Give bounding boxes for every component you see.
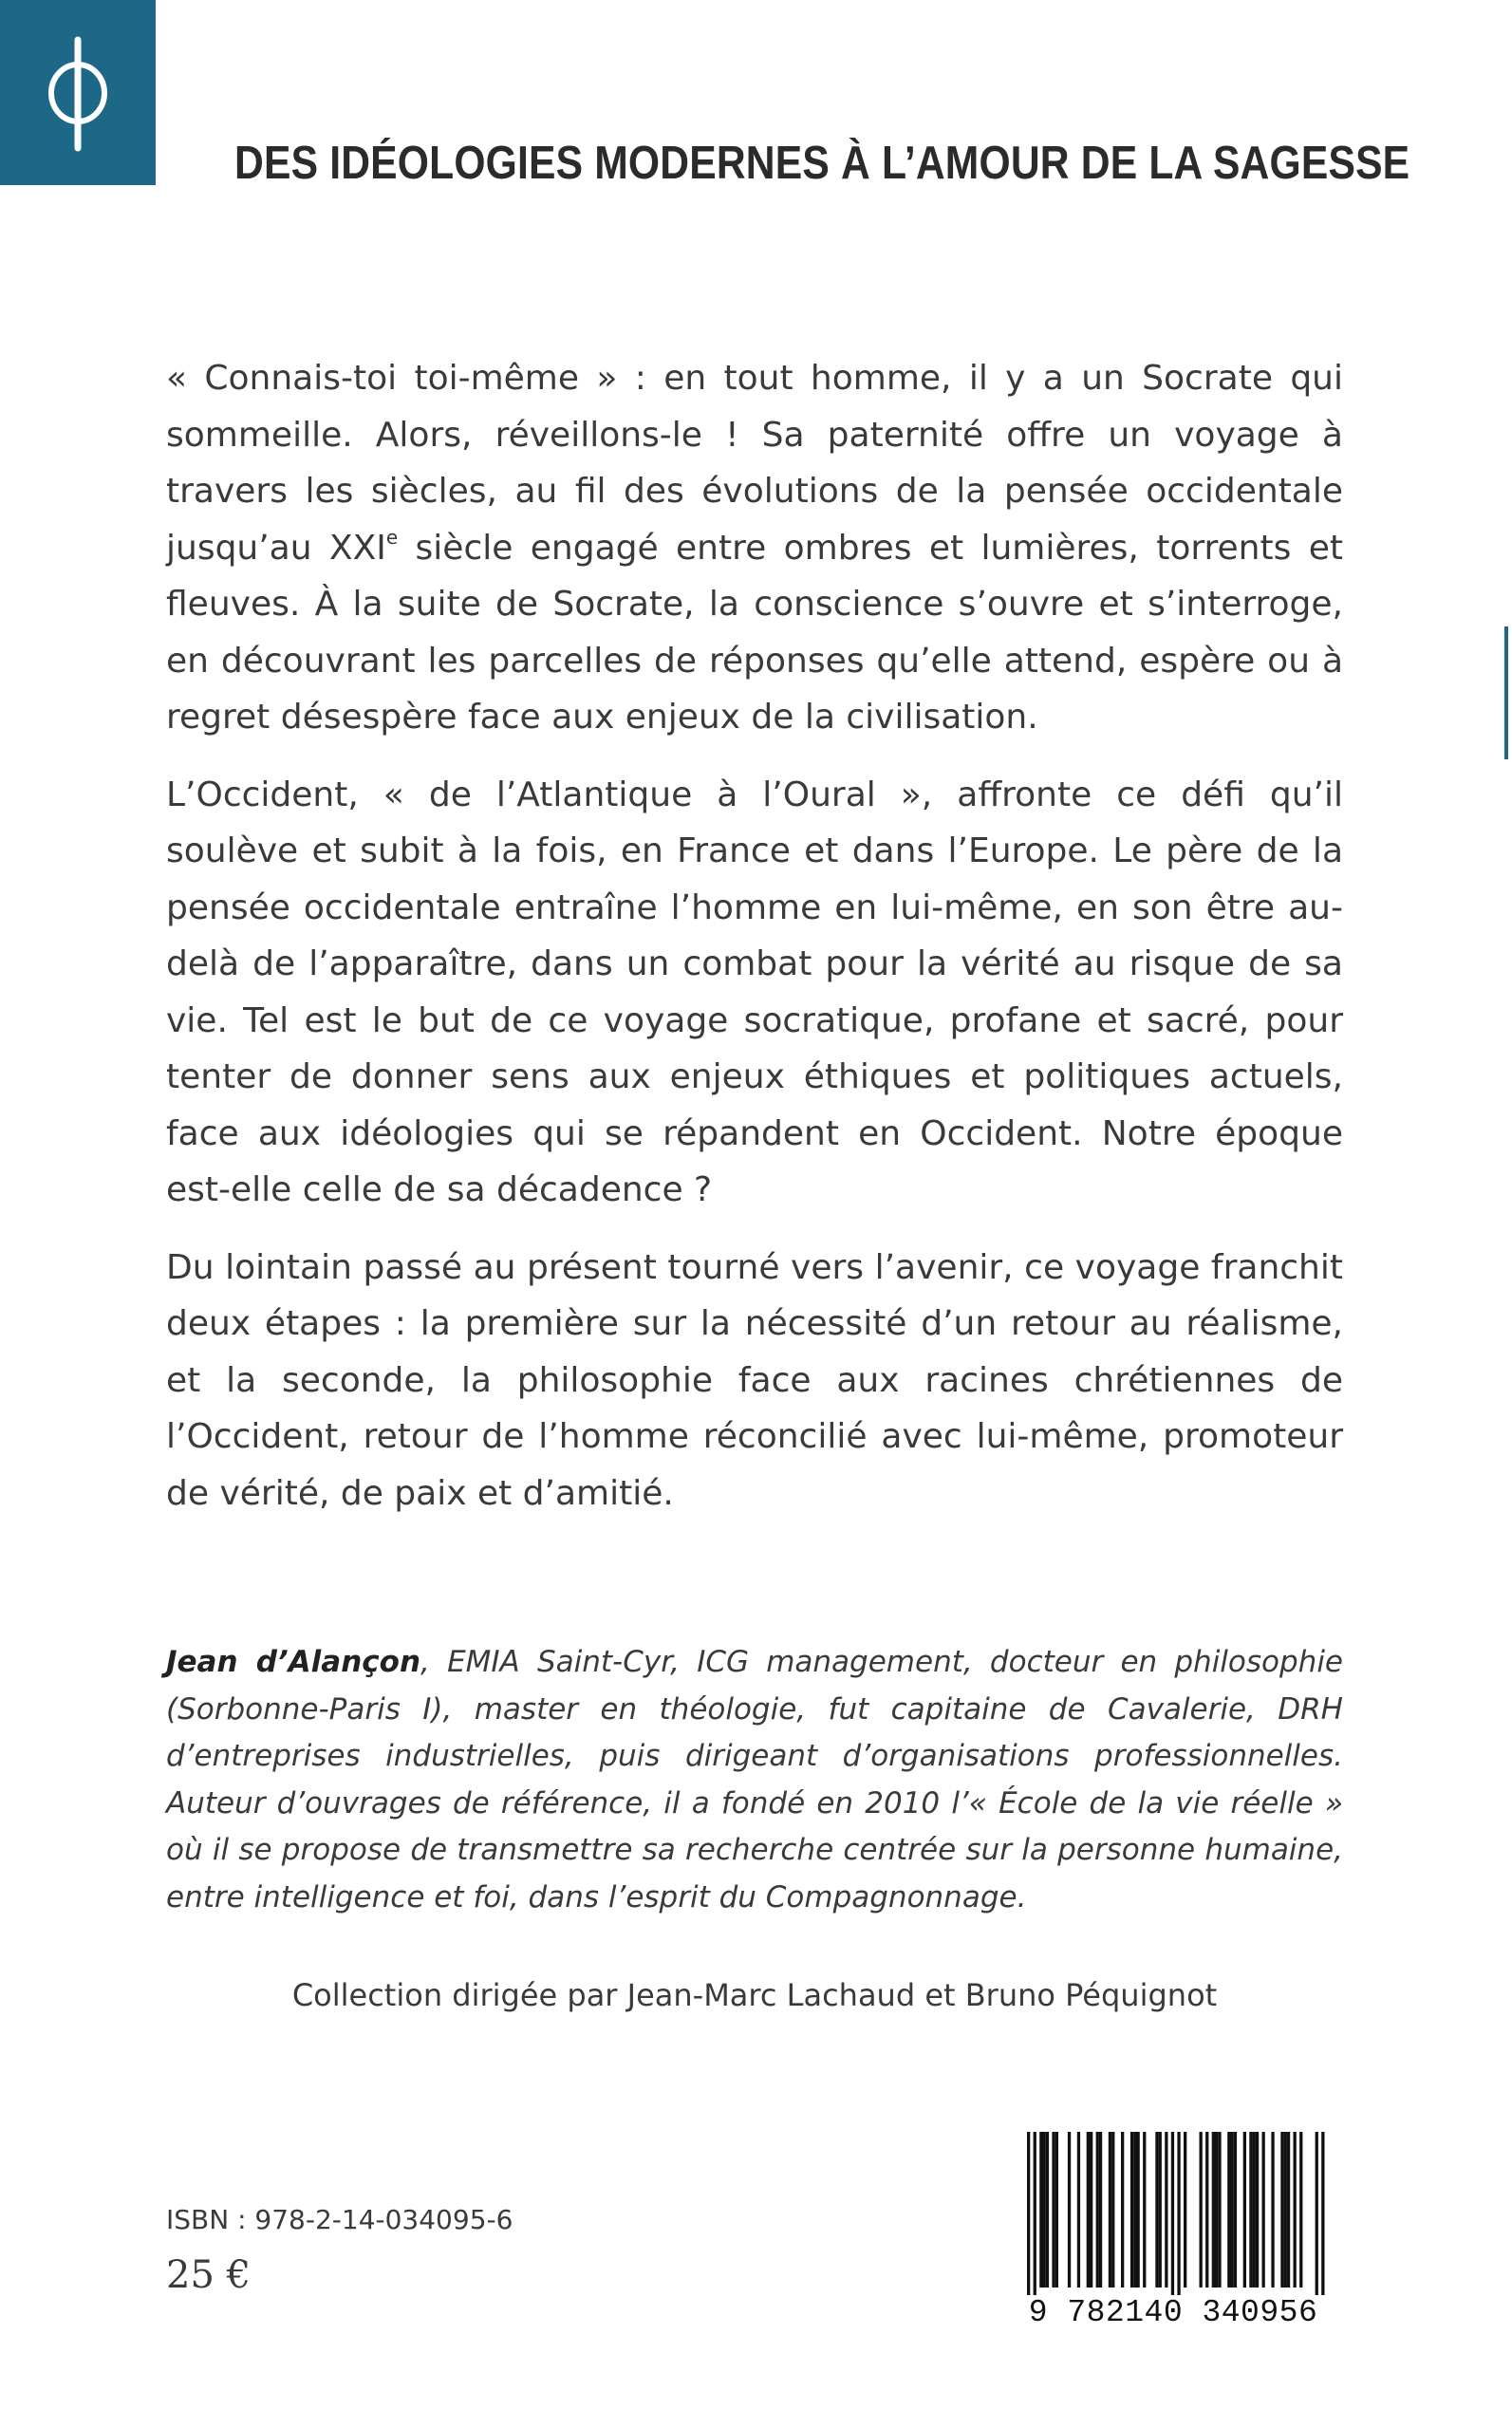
author-name: Jean d’Alançon (166, 1645, 421, 1679)
publisher-logo (0, 0, 156, 185)
barcode (1004, 2126, 1342, 2330)
phi-icon (35, 27, 121, 159)
barcode-bar (1177, 2132, 1180, 2295)
barcode-bar (1165, 2132, 1167, 2288)
barcode-bar (1039, 2132, 1042, 2288)
barcode-bar (1171, 2132, 1174, 2295)
barcode-bar (1109, 2132, 1111, 2288)
barcode-bar (1184, 2132, 1186, 2288)
barcode-bar (1143, 2132, 1146, 2288)
barcode-bar (1200, 2132, 1203, 2288)
collection-credit: Collection dirigée par Jean-Marc Lachaud et Bruno Péquignot (291, 1977, 1218, 2013)
barcode-bar (1243, 2132, 1246, 2288)
barcode-bar (1280, 2132, 1283, 2288)
summary-paragraph-2: L’Occident, « de l’Atlantique à l’Oural », affronte ce défi qu’il soulève et subit à la fois, en France et dans l’Europe. Le père de la pensée occidentale entraîne l’homme en lui-même, en son être au-delà de l’apparaître, dans un combat pour la vérité au risque de sa vie. Tel est le but de ce voyage socratique, profane et sacré, pour tenter de donner sens aux enjeux éthiques et politiques actuels, face aux idéologies qui se répandent en Occident. Notre époque est-elle celle de sa décadence ? (166, 775, 1343, 1209)
barcode-bar (1249, 2132, 1252, 2288)
barcode-bar (1262, 2132, 1265, 2288)
barcode-bar (1133, 2132, 1136, 2288)
barcode-bar (1321, 2132, 1324, 2295)
barcode-bar (1090, 2132, 1092, 2288)
barcode-digits: 9 782140 340956 (1028, 2295, 1318, 2330)
barcode-bar (1077, 2132, 1080, 2288)
barcode-bar (1212, 2132, 1215, 2288)
series-title: DES IDÉOLOGIES MODERNES À L’AMOUR DE LA SAGESSE (234, 138, 1410, 189)
barcode-bar (1231, 2132, 1234, 2288)
spine-edge-mark (1504, 626, 1508, 759)
barcode-bar (1234, 2132, 1237, 2288)
price: 25 € (166, 2253, 252, 2297)
barcode-bar (1256, 2132, 1259, 2288)
barcode-bar (1087, 2132, 1090, 2288)
barcode-bar (1316, 2132, 1318, 2295)
barcode-bar (1299, 2132, 1302, 2288)
barcode-bar (1271, 2132, 1274, 2288)
barcode-bar (1294, 2132, 1297, 2288)
summary-text: siècle engagé entre ombres et lumières, torrents et fleuves. À la suite de Socrate, la conscience s’ouvre et s’interroge, en découvrant les parcelles de réponses qu’elle attend, espère ou à regret désespère face aux enjeux de la civilisation. (166, 528, 1343, 737)
summary-paragraph-3: Du lointain passé au présent tourné vers l’avenir, ce voyage franchit deux étapes : la première sur la nécessité d’un retour au réalisme, et la seconde, la philosophie face aux racines chrétiennes de l’Occident, retour de l’homme réconcilié avec lui-même, promoteur de vérité, de paix et d’amitié. (166, 1247, 1343, 1513)
barcode-bar (1068, 2132, 1071, 2288)
barcode-bar (1046, 2132, 1049, 2288)
barcode-bar (1034, 2132, 1036, 2295)
author-bio-text: , EMIA Saint-Cyr, ICG management, docteur en philosophie (Sorbonne-Paris I), master en théologie, fut capitaine de Cavalerie, DRH d’entreprises industrielles, puis dirigeant d’organisations professionnelles. Auteur d’ouvrages de référence, il a fondé en 2010 l’« École de la vie réelle » où il se propose de transmettre sa recherche centrée sur la personne humaine, entre intelligence et foi, dans l’esprit du Compagnonnage. (166, 1645, 1344, 1914)
summary-paragraph-1 (166, 350, 1343, 746)
barcode-bar (1253, 2132, 1256, 2288)
barcode-bar (1027, 2132, 1030, 2295)
summary-text: « Connais-toi toi-même » : en tout homme, il y a un Socrate qui sommeille. Alors, réveillons-le ! Sa paternité offre un voyage à travers les siècles, au fil des évolutions de la pensée occidentale jusqu’au XXI (166, 359, 1343, 568)
author-biography (166, 1639, 1343, 1922)
barcode-bar (1055, 2132, 1058, 2288)
barcode-bar (1052, 2132, 1055, 2288)
book-summary (166, 350, 1343, 1542)
barcode-bar (1155, 2132, 1158, 2288)
isbn: ISBN : 978-2-14-034095-6 (166, 2204, 513, 2235)
century-superscript: e (385, 525, 399, 549)
barcode-bar (1227, 2132, 1230, 2288)
barcode-bar (1130, 2132, 1133, 2288)
barcode-bar (1043, 2132, 1046, 2288)
barcode-bar (1159, 2132, 1162, 2288)
barcode-bar (1111, 2132, 1114, 2288)
barcode-bar (1096, 2132, 1099, 2288)
barcode-bar (1137, 2132, 1140, 2288)
barcode-bar (1121, 2132, 1124, 2288)
barcode-bar (1287, 2132, 1290, 2288)
barcode-bar (1218, 2132, 1221, 2288)
barcode-bar (1215, 2132, 1218, 2288)
barcode-bar (1099, 2132, 1102, 2288)
barcode-bar (1284, 2132, 1287, 2288)
barcode-bar (1205, 2132, 1208, 2288)
